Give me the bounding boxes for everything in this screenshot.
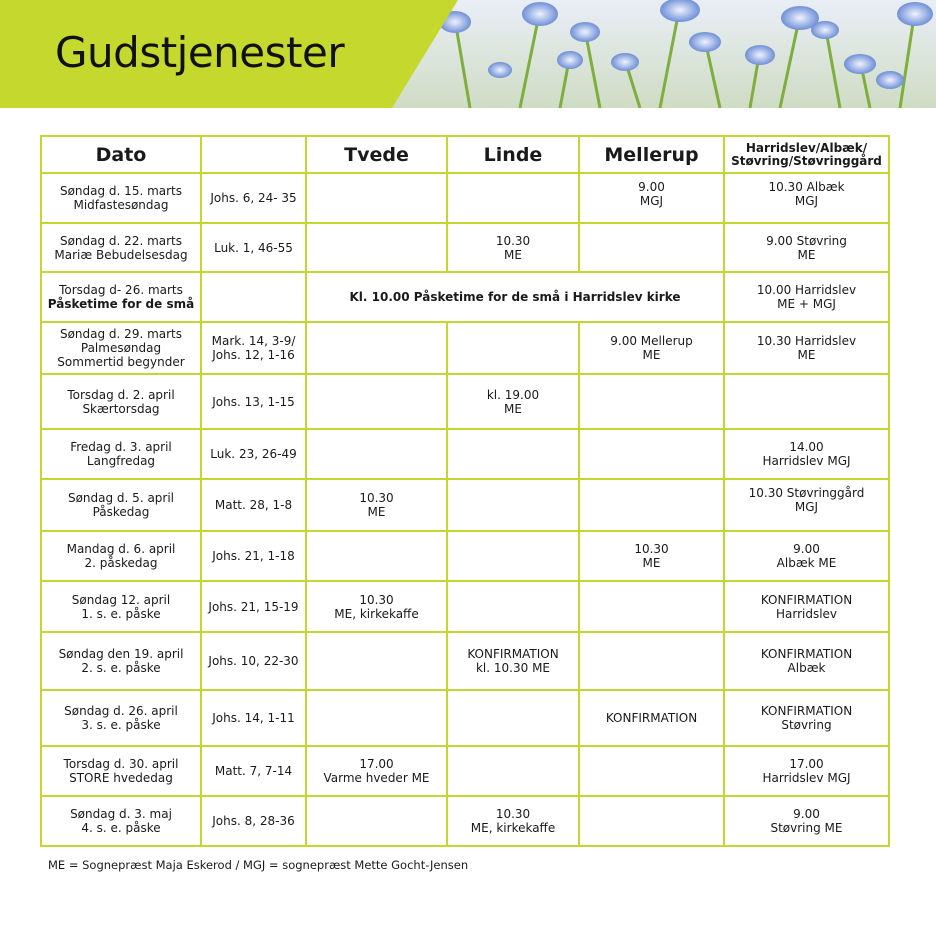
footnote-abbreviations: ME = Sognepræst Maja Eskerod / MGJ = sognepræst Mette Gocht-Jensen <box>48 858 469 872</box>
table-row <box>41 374 889 429</box>
column-header-tvede: Tvede <box>306 136 447 173</box>
cell-line: MGJ <box>794 500 819 514</box>
cell-line: Luk. 23, 26-49 <box>210 447 297 461</box>
cell-line: Søndag den 19. april <box>58 647 184 661</box>
cell-line: 10.30 <box>359 592 394 607</box>
cell-mellerup <box>579 581 724 632</box>
cell-linde <box>447 746 579 796</box>
cell-harridslev <box>724 173 889 223</box>
cell-tvede <box>306 746 447 796</box>
cell-date <box>41 272 201 322</box>
cell-mellerup <box>579 479 724 531</box>
cell-tvede <box>306 632 447 690</box>
linde-time: kl. 19.00 <box>486 387 540 402</box>
cell-line: Torsdag d. 2. april <box>67 387 175 402</box>
date-line: Torsdag d- 26. marts <box>59 283 183 297</box>
linde-priest: ME <box>504 401 522 416</box>
cell-mellerup <box>579 374 724 429</box>
cell-date <box>41 796 201 846</box>
cell-text <box>201 223 306 272</box>
cell-harridslev <box>724 322 889 374</box>
cell-linde <box>447 796 579 846</box>
cell-line: 17.00 <box>789 757 824 771</box>
cell-line: Påskedag <box>92 505 150 519</box>
column-header-harridslev <box>724 136 889 173</box>
cell-tvede <box>306 173 447 223</box>
cell-line: Johs. 6, 24- 35 <box>210 191 297 205</box>
cell-line: 9.00 Mellerup <box>610 334 693 348</box>
cell-line: Fredag d. 3. april <box>70 440 172 454</box>
page-header <box>0 0 936 108</box>
cell-linde <box>447 322 579 374</box>
cell-tvede <box>306 479 447 531</box>
cell-line: Søndag 12. april <box>71 592 171 607</box>
cell-line: 9.00 <box>793 542 820 556</box>
cell-line: Langfredag <box>86 454 156 468</box>
cell-line: ME <box>797 247 816 262</box>
cell-line: MGJ <box>794 194 819 208</box>
cell-linde <box>447 374 579 429</box>
page-title: Gudstjenester <box>55 28 345 77</box>
cell-line: 10.30 <box>634 542 669 556</box>
cell-line: 9.00 <box>638 180 665 194</box>
cell-harridslev <box>724 796 889 846</box>
cell-line: Midfastesøndag <box>73 198 169 212</box>
cell-line: ME, kirkekaffe <box>334 606 419 621</box>
cell-harridslev <box>724 429 889 479</box>
cell-line: Johs. 12, 1-16 <box>212 348 295 362</box>
cell-tvede <box>306 322 447 374</box>
cell-line: Støvring/Støvringgård <box>731 153 882 168</box>
cell-line: 10.30 <box>495 233 531 248</box>
cell-linde <box>447 581 579 632</box>
table-row <box>41 531 889 581</box>
cell-line: 9.00 <box>793 807 820 821</box>
cell-tvede <box>306 796 447 846</box>
cell-line: Albæk <box>787 661 826 675</box>
cell-line: Harridslev MGJ <box>762 454 851 468</box>
date-line-bold: Påsketime for de små <box>47 297 195 311</box>
cell-line: 9.00 Støvring <box>766 233 847 248</box>
cell-line: Søndag d. 29. marts <box>59 327 183 341</box>
cell-harridslev <box>724 531 889 581</box>
cell-date <box>41 690 201 746</box>
cell-line: ME, kirkekaffe <box>470 821 556 835</box>
cell-text <box>201 429 306 479</box>
cell-line: KONFIRMATION <box>605 711 698 725</box>
cell-line: Johs. 14, 1-11 <box>212 711 295 725</box>
cell-line: 17.00 <box>359 757 394 771</box>
table-row <box>41 173 889 223</box>
cell-mellerup <box>579 690 724 746</box>
cell-merged-announcement <box>306 272 724 322</box>
cell-harridslev <box>724 479 889 531</box>
cell-linde <box>447 531 579 581</box>
cell-date <box>41 531 201 581</box>
cell-date <box>41 374 201 429</box>
cell-line: Matt. 7, 7-14 <box>214 764 293 778</box>
cell-line: ME + MGJ <box>777 297 836 311</box>
cell-line: Mandag d. 6. april <box>66 542 176 556</box>
table-header-row <box>41 136 889 173</box>
cell-line: Johs. 21, 15-19 <box>208 599 299 614</box>
cell-line: STORE hvededag <box>69 771 173 785</box>
cell-line: 1. s. e. påske <box>81 606 161 621</box>
cell-tvede <box>306 223 447 272</box>
cell-date <box>41 479 201 531</box>
cell-line: ME <box>642 348 661 362</box>
table-row <box>41 632 889 690</box>
cell-line: Johs. 13, 1-15 <box>212 394 295 409</box>
cell-line: 4. s. e. påske <box>81 821 161 835</box>
cell-line: Støvring ME <box>770 821 843 835</box>
table-row <box>41 746 889 796</box>
cell-text <box>201 581 306 632</box>
cell-line: 2. s. e. påske <box>81 661 161 675</box>
cell-date <box>41 322 201 374</box>
cell-line: Palmesøndag <box>80 341 162 355</box>
cell-line: Skærtorsdag <box>82 401 160 416</box>
cell-linde <box>447 223 579 272</box>
cell-line: Johs. 10, 22-30 <box>208 654 299 668</box>
cell-mellerup <box>579 746 724 796</box>
cell-line: Søndag d. 22. marts <box>59 233 183 248</box>
cell-line: Mariæ Bebudelsesdag <box>54 247 188 262</box>
table-row <box>41 429 889 479</box>
cell-line: Albæk ME <box>776 556 837 570</box>
cell-line: Johs. 8, 28-36 <box>212 814 295 828</box>
cell-harridslev <box>724 746 889 796</box>
cell-harridslev <box>724 581 889 632</box>
cell-line: KONFIRMATION <box>760 704 853 718</box>
cell-linde <box>447 173 579 223</box>
cell-date <box>41 223 201 272</box>
cell-mellerup <box>579 223 724 272</box>
cell-line: Torsdag d. 30. april <box>63 757 179 771</box>
cell-line: MGJ <box>639 194 664 208</box>
column-header-linde: Linde <box>447 136 579 173</box>
cell-line: Johs. 21, 1-18 <box>212 549 295 563</box>
cell-harridslev <box>724 272 889 322</box>
cell-line: 14.00 <box>789 440 824 454</box>
cell-text <box>201 632 306 690</box>
column-header-text <box>201 136 306 173</box>
cell-line: Matt. 28, 1-8 <box>214 498 293 512</box>
cell-date <box>41 746 201 796</box>
table-row <box>41 322 889 374</box>
cell-linde <box>447 429 579 479</box>
cell-line: Kl. 10.00 Påsketime for de små i Harridslev kirke <box>349 290 681 304</box>
cell-line: Sommertid begynder <box>57 355 185 369</box>
cell-line: 10.30 <box>359 491 394 505</box>
cell-line: Støvring <box>781 718 832 732</box>
cell-line: 3. s. e. påske <box>81 718 161 732</box>
cell-line: Harridslev MGJ <box>762 771 851 785</box>
cell-harridslev <box>724 223 889 272</box>
cell-date <box>41 173 201 223</box>
cell-text <box>201 322 306 374</box>
cell-mellerup <box>579 429 724 479</box>
cell-text <box>201 690 306 746</box>
cell-line: 10.30 Harridslev <box>756 334 857 348</box>
cell-harridslev <box>724 632 889 690</box>
cell-line: 2. påskedag <box>84 556 158 570</box>
cell-tvede <box>306 374 447 429</box>
cell-line: Harridslev <box>775 606 838 621</box>
table-row <box>41 581 889 632</box>
cell-mellerup <box>579 322 724 374</box>
cell-line: Søndag d. 26. april <box>64 704 178 718</box>
table-row <box>41 479 889 531</box>
cell-line: Søndag d. 5. april <box>67 491 175 505</box>
cell-line: 10.30 <box>495 807 531 821</box>
cell-line: ME <box>797 348 816 362</box>
cell-line: ME <box>504 247 522 262</box>
cell-line: Søndag d. 3. maj <box>70 807 172 821</box>
cell-date <box>41 632 201 690</box>
cell-tvede <box>306 531 447 581</box>
cell-line: Varme hveder ME <box>323 771 430 785</box>
cell-mellerup <box>579 632 724 690</box>
cell-line: KONFIRMATION <box>760 592 853 607</box>
table-row <box>41 796 889 846</box>
cell-mellerup <box>579 173 724 223</box>
cell-line: 10.30 Støvringgård <box>748 486 865 500</box>
table-row <box>41 272 889 322</box>
cell-linde <box>447 632 579 690</box>
cell-line: 10.30 Albæk <box>768 180 845 194</box>
cell-line: Harridslev/Albæk/ <box>745 140 868 155</box>
cell-text <box>201 531 306 581</box>
cell-mellerup <box>579 796 724 846</box>
cell-text <box>201 746 306 796</box>
cell-date <box>41 581 201 632</box>
cell-text <box>201 796 306 846</box>
cell-harridslev <box>724 374 889 429</box>
cell-line: Luk. 1, 46-55 <box>214 240 293 255</box>
cell-line: kl. 10.30 ME <box>475 661 550 675</box>
cell-tvede <box>306 581 447 632</box>
cell-text <box>201 272 306 322</box>
cell-harridslev <box>724 690 889 746</box>
cell-line: ME <box>642 556 661 570</box>
table-row <box>41 223 889 272</box>
cell-text <box>201 374 306 429</box>
cell-linde <box>447 479 579 531</box>
cell-line: 10.00 Harridslev <box>756 283 857 297</box>
column-header-mellerup: Mellerup <box>579 136 724 173</box>
cell-linde <box>447 690 579 746</box>
cell-tvede <box>306 690 447 746</box>
column-header-dato: Dato <box>41 136 201 173</box>
service-schedule-table <box>40 135 890 847</box>
cell-line: Søndag d. 15. marts <box>59 184 183 198</box>
cell-date <box>41 429 201 479</box>
cell-mellerup <box>579 531 724 581</box>
cell-text <box>201 173 306 223</box>
cell-line: Mark. 14, 3-9/ <box>211 334 296 348</box>
cell-line: ME <box>367 505 386 519</box>
cell-line: KONFIRMATION <box>467 647 559 661</box>
cell-line: KONFIRMATION <box>760 647 853 661</box>
cell-text <box>201 479 306 531</box>
cell-tvede <box>306 429 447 479</box>
table-row <box>41 690 889 746</box>
